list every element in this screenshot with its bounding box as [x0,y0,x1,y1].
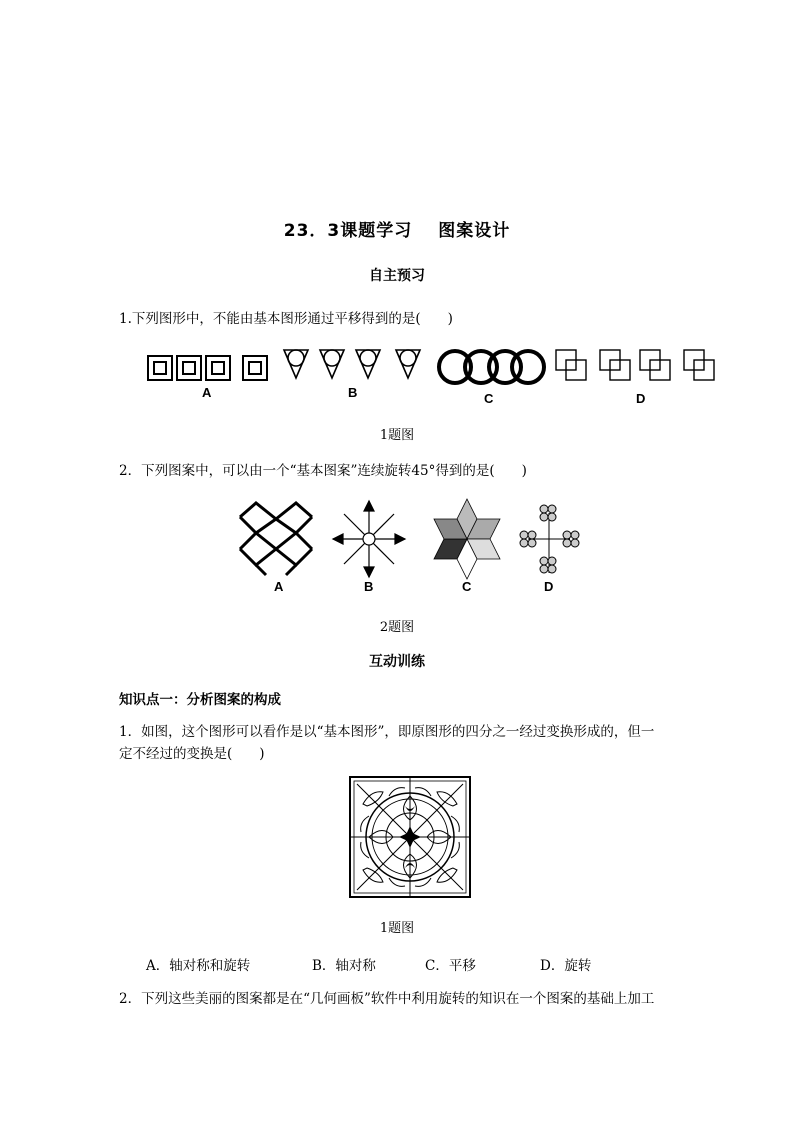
question-2-text: 2．下列图案中，可以由一个“基本图案”连续旋转45°得到的是( ) [119,463,527,479]
figure-2-option-d [520,505,579,573]
section-heading-preview: 自主预习 [369,268,425,284]
figure-1-option-a [148,356,267,380]
figure-1-label-d: D [636,391,646,406]
figure-2-label-d: D [544,579,554,594]
figure-2 [0,497,794,597]
figure-3-tile [349,776,471,898]
figure-1-caption: 1题图 [379,428,415,443]
figure-2-label-c: C [462,579,472,594]
page-title: 23．3课题学习 图案设计 [283,221,511,241]
question-4-text: 2．下列这些美丽的图案都是在“几何画板”软件中利用旋转的知识在一个图案的基础上加工 [119,991,655,1007]
figure-1-option-b [284,350,420,378]
question-3-line-2: 定不经过的变换是( ) [119,746,265,762]
figure-2-label-a: A [274,579,284,594]
question-3-option-d[interactable]: D．旋转 [540,958,592,974]
figure-1-label-c: C [484,391,494,406]
question-3-line-1: 1．如图，这个图形可以看作是以“基本图形”，即原图形的四分之一经过变换形成的，但一 [119,724,655,740]
figure-1-label-b: B [348,385,358,400]
figure-1 [0,340,794,430]
figure-2-option-c [434,499,500,579]
figure-2-option-b [333,501,405,577]
figure-2-label-b: B [364,579,374,594]
question-3-option-a[interactable]: A．轴对称和旋转 [146,958,251,974]
question-1-text: 1.下列图形中，不能由基本图形通过平移得到的是( ) [119,311,453,327]
knowledge-point-heading: 知识点一：分析图案的构成 [119,692,281,708]
figure-2-caption: 2题图 [379,620,415,635]
figure-1-option-d [556,350,714,380]
figure-1-option-c [439,351,544,383]
figure-1-label-a: A [202,385,212,400]
question-3-option-c[interactable]: C．平移 [425,958,476,974]
section-heading-practice: 互动训练 [369,654,425,670]
figure-3-caption: 1题图 [379,921,415,936]
question-3-option-b[interactable]: B．轴对称 [312,958,376,974]
figure-2-option-a [240,503,312,575]
